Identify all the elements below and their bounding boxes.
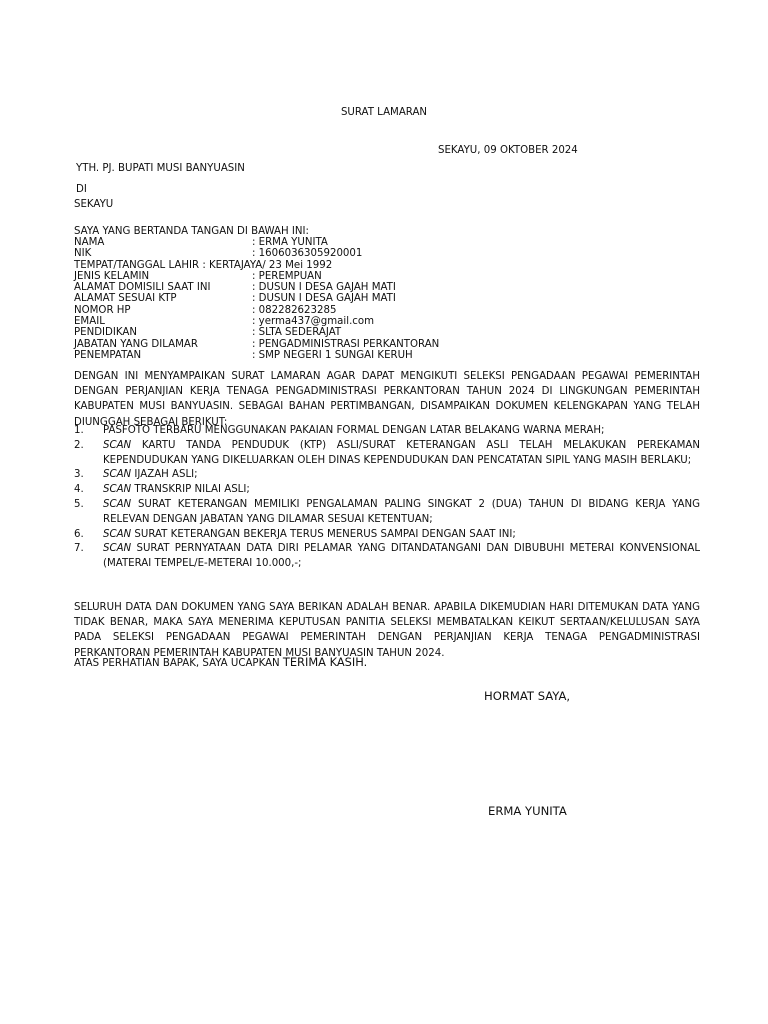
field-row bbox=[74, 282, 594, 293]
closing-line bbox=[74, 655, 367, 669]
field-value: : SLTA SEDERAJAT bbox=[252, 327, 342, 339]
declaration-paragraph: SELURUH DATA DAN DOKUMEN YANG SAYA BERIKAN ADALAH BENAR. APABILA DIKEMUDIAN HARI DITEMUKAN DATA YANG TIDAK BENAR, MAKA SAYA MENERIMA KEPUTUSAN PANITIA SELEKSI MEMBATALKAN KEIKUT SERTAAN/KELULUSAN SAYA PADA SELEKSI PENGADAAN PEGAWAI PEMERINTAH DENGAN PERJANJIAN KERJA TENAGA PENGADMINISTRASI PERKANTORAN PEMERINTAH KABUPATEN MUSI BANYUASIN TAHUN 2024. bbox=[74, 602, 700, 659]
field-value: : 082282623285 bbox=[252, 304, 337, 316]
item-prefix: SCAN bbox=[103, 528, 132, 540]
salutation: HORMAT SAYA, bbox=[484, 689, 571, 703]
item-text: SURAT KETERANGAN BEKERJA TERUS MENERUS SAMPAI DENGAN SAAT INI; bbox=[131, 528, 516, 540]
list-item bbox=[74, 528, 700, 543]
field-label: JABATAN YANG DILAMAR bbox=[74, 338, 198, 350]
field-value: : DUSUN I DESA GAJAH MATI bbox=[252, 293, 396, 305]
item-text: KARTU TANDA PENDUDUK (KTP) ASLI/SURAT KETERANGAN ASLI TELAH MELAKUKAN PEREKAMAN KEPENDUDUKAN YANG DIKELUARKAN OLEH DINAS KEPENDUDUKAN DAN PENCATATAN SIPIL YANG MASIH BERLAKU; bbox=[103, 439, 700, 466]
field-value: : SMP NEGERI 1 SUNGAI KERUH bbox=[252, 349, 413, 361]
item-number: 3. bbox=[74, 469, 84, 481]
list-item bbox=[74, 483, 700, 498]
signer-name: ERMA YUNITA bbox=[488, 804, 567, 818]
item-prefix: SCAN bbox=[103, 498, 132, 510]
item-text: SURAT KETERANGAN MEMILIKI PENGALAMAN PALING SINGKAT 2 (DUA) TAHUN DI BIDANG KERJA YANG RELEVAN DENGAN JABATAN YANG DILAMAR SESUAI KETENTUAN; bbox=[103, 498, 700, 525]
field-row bbox=[74, 260, 594, 271]
applicant-fields bbox=[74, 237, 594, 361]
field-value: : PEREMPUAN bbox=[252, 270, 322, 282]
list-item bbox=[74, 498, 700, 528]
field-row bbox=[74, 305, 594, 316]
item-prefix: SCAN bbox=[103, 439, 132, 451]
item-number: 2. bbox=[74, 439, 84, 451]
field-row bbox=[74, 339, 594, 350]
field-row bbox=[74, 293, 594, 304]
recipient-line: SEKAYU bbox=[74, 199, 114, 210]
item-text: IJAZAH ASLI; bbox=[131, 469, 198, 481]
field-value: : KERTAJAYA/ 23 Mei 1992 bbox=[199, 259, 333, 271]
list-item bbox=[74, 542, 700, 572]
field-row bbox=[74, 316, 594, 327]
field-label: ALAMAT DOMISILI SAAT INI bbox=[74, 282, 211, 294]
field-label: NIK bbox=[74, 248, 92, 260]
item-prefix: SCAN bbox=[103, 543, 132, 555]
item-text: SURAT PERNYATAAN DATA DIRI PELAMAR YANG DITANDATANGANI DAN DIBUBUHI METERAI KONVENSIONAL (MATERAI TEMPEL/E-METERAI 10.000,-; bbox=[103, 543, 700, 570]
field-value: : DUSUN I DESA GAJAH MATI bbox=[252, 282, 396, 294]
item-number: 4. bbox=[74, 484, 84, 496]
recipient-line: YTH. PJ. BUPATI MUSI BANYUASIN bbox=[76, 163, 245, 174]
field-label: PENEMPATAN bbox=[74, 349, 142, 361]
item-prefix: SCAN bbox=[103, 484, 132, 496]
item-text: PASFOTO TERBARU MENGGUNAKAN PAKAIAN FORMAL DENGAN LATAR BELAKANG WARNA MERAH; bbox=[103, 425, 605, 436]
item-number: 5. bbox=[74, 498, 84, 510]
field-label: NAMA bbox=[74, 237, 105, 248]
closing-thanks: TERIMA KASIH. bbox=[282, 655, 368, 669]
field-label: ALAMAT SESUAI KTP bbox=[74, 293, 177, 305]
item-number: 1. bbox=[74, 425, 84, 436]
document-list bbox=[74, 424, 700, 572]
field-label: EMAIL bbox=[74, 316, 105, 328]
item-text: TRANSKRIP NILAI ASLI; bbox=[131, 484, 250, 496]
list-item bbox=[74, 468, 700, 483]
field-row bbox=[74, 350, 594, 361]
field-row bbox=[74, 327, 594, 338]
field-row bbox=[74, 271, 594, 282]
letter-title: SURAT LAMARAN bbox=[340, 107, 428, 118]
field-row bbox=[74, 237, 594, 248]
item-number: 6. bbox=[74, 528, 84, 540]
field-label: NOMOR HP bbox=[74, 304, 131, 316]
field-value: : ERMA YUNITA bbox=[252, 237, 328, 248]
place-date: SEKAYU, 09 OKTOBER 2024 bbox=[438, 145, 578, 156]
field-label: TEMPAT/TANGGAL LAHIR bbox=[74, 259, 200, 271]
field-row bbox=[74, 248, 594, 259]
closing-text: ATAS PERHATIAN BAPAK, SAYA UCAPKAN bbox=[74, 658, 283, 669]
field-label: JENIS KELAMIN bbox=[74, 270, 150, 282]
field-label: PENDIDIKAN bbox=[74, 327, 137, 339]
application-paragraph: DENGAN INI MENYAMPAIKAN SURAT LAMARAN AGAR DAPAT MENGIKUTI SELEKSI PENGADAAN PEGAWAI PEMERINTAH DENGAN PERJANJIAN KERJA TENAGA PENGADMINISTRASI PERKANTORAN TAHUN 2024 DI LINGKUNGAN PEMERINTAH KABUPATEN MUSI BANYUASIN. SEBAGAI BAHAN PERTIMBANGAN, DISAMPAIKAN DOKUMEN KELENGKAPAN YANG TELAH DIUNGGAH SEBAGAI BERIKUT: bbox=[74, 371, 700, 428]
list-item bbox=[74, 439, 700, 469]
item-prefix: SCAN bbox=[103, 469, 132, 481]
field-value: : yerma437@gmail.com bbox=[252, 316, 375, 328]
field-value: : PENGADMINISTRASI PERKANTORAN bbox=[252, 338, 440, 350]
item-number: 7. bbox=[74, 543, 84, 555]
field-value: : 1606036305920001 bbox=[252, 248, 363, 260]
recipient-line: DI bbox=[76, 184, 87, 195]
list-item bbox=[74, 424, 700, 439]
intro-text: SAYA YANG BERTANDA TANGAN DI BAWAH INI: bbox=[74, 226, 309, 237]
